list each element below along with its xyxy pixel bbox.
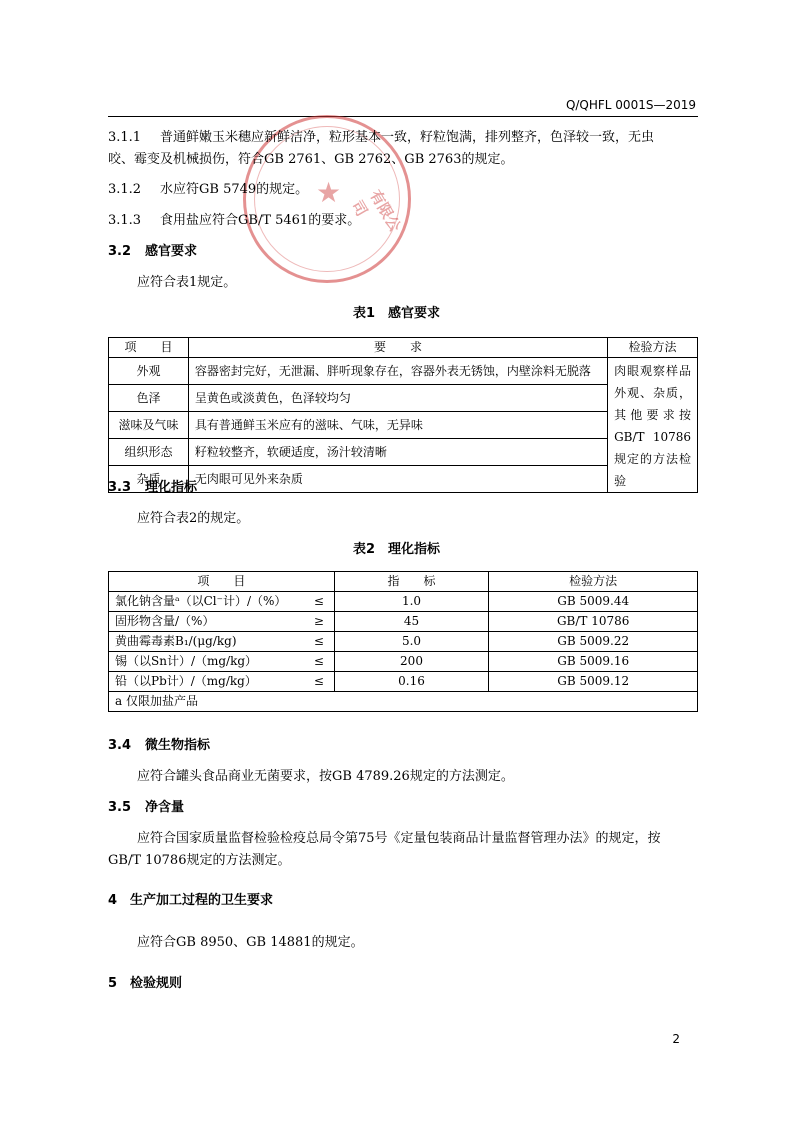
table-cell: 滋味及气味 <box>109 412 189 439</box>
physicochemical-table <box>108 571 698 712</box>
section-number: 3.2 <box>108 244 132 259</box>
table-cell: 铅（以Pb计）/（mg/kg） <box>109 672 305 692</box>
table-cell: GB 5009.12 <box>489 672 698 692</box>
table-footnote: a 仅限加盐产品 <box>109 692 698 712</box>
clause-text: 普通鲜嫩玉米穗应新鲜洁净，粒形基本一致，籽粒饱满，排列整齐，色泽较一致，无虫 <box>160 130 655 145</box>
table-cell: GB 5009.22 <box>489 632 698 652</box>
table-cell: 固形物含量/（%） <box>109 612 305 632</box>
table-cell: 45 <box>334 612 489 632</box>
section-body: 应符合罐头食品商业无菌要求，按GB 4789.26规定的方法测定。 <box>137 769 514 784</box>
section-title: 检验规则 <box>130 976 183 991</box>
table-cell: 黄曲霉毒素B₁/(μg/kg) <box>109 632 305 652</box>
table-cell: 籽粒较整齐，软硬适度，汤汁较清晰 <box>188 439 607 466</box>
table-row <box>109 632 698 652</box>
table-row <box>109 652 698 672</box>
clause-number: 3.1.3 <box>108 213 142 228</box>
table-cell: 具有普通鲜玉米应有的滋味、气味，无异味 <box>188 412 607 439</box>
table-cell: 呈黄色或淡黄色，色泽较均匀 <box>188 385 607 412</box>
seal-star-icon: ★ <box>316 176 342 209</box>
clause-number: 3.1.2 <box>108 182 142 197</box>
table-cell: GB 5009.16 <box>489 652 698 672</box>
table-header: 指 标 <box>334 572 489 592</box>
table-cell: ≤ <box>304 632 334 652</box>
section-title: 生产加工过程的卫生要求 <box>130 893 274 908</box>
section-title: 感官要求 <box>145 244 198 259</box>
table-cell: 0.16 <box>334 672 489 692</box>
table-header: 项 目 <box>109 572 335 592</box>
table-cell: 锡（以Sn计）/（mg/kg） <box>109 652 305 672</box>
page-number: 2 <box>672 1032 680 1046</box>
section-body: 应符合表2的规定。 <box>137 511 250 526</box>
section-number: 3.5 <box>108 800 132 815</box>
table-cell: 1.0 <box>334 592 489 612</box>
table-cell: 色泽 <box>109 385 189 412</box>
table-row <box>109 672 698 692</box>
section-body: GB/T 10786规定的方法测定。 <box>108 853 291 868</box>
seal-text: 有限公司 <box>347 186 405 235</box>
section-title: 理化指标 <box>145 480 198 495</box>
table-row <box>109 592 698 612</box>
table-header: 要 求 <box>188 338 607 358</box>
table-cell: ≤ <box>304 592 334 612</box>
table-cell: 无肉眼可见外来杂质 <box>188 466 607 493</box>
section-number: 5 <box>108 976 118 991</box>
table-cell: ≤ <box>304 652 334 672</box>
table-cell: GB 5009.44 <box>489 592 698 612</box>
section-number: 4 <box>108 893 118 908</box>
table-header: 项 目 <box>109 338 189 358</box>
section-title: 净含量 <box>145 800 185 815</box>
table-cell: 容器密封完好，无泄漏、胖听现象存在，容器外表无锈蚀，内壁涂料无脱落 <box>188 358 607 385</box>
section-body: 应符合GB 8950、GB 14881的规定。 <box>137 935 364 950</box>
table-row <box>109 358 698 385</box>
table-cell: GB/T 10786 <box>489 612 698 632</box>
table-header-row <box>109 338 698 358</box>
table-header: 检验方法 <box>489 572 698 592</box>
table-footnote-row <box>109 692 698 712</box>
table-cell: 氯化钠含量ᵃ（以Cl⁻计）/（%） <box>109 592 305 612</box>
table-cell: ≤ <box>304 672 334 692</box>
table-cell: 外观 <box>109 358 189 385</box>
section-number: 3.4 <box>108 738 132 753</box>
section-body: 应符合表1规定。 <box>137 275 237 290</box>
section-number: 3.3 <box>108 480 132 495</box>
table-cell: 杂质 <box>109 466 189 493</box>
table-caption: 表1 感官要求 <box>352 306 441 321</box>
method-cell: 肉眼观察样品外观、杂质，其他要求按GB/T 10786规定的方法检验 <box>608 358 698 493</box>
section-title: 微生物指标 <box>145 738 211 753</box>
table-cell: ≥ <box>304 612 334 632</box>
clause-text: 水应符GB 5749的规定。 <box>160 182 309 197</box>
clause-number: 3.1.1 <box>108 130 142 145</box>
table-row <box>109 612 698 632</box>
table-caption: 表2 理化指标 <box>352 542 441 557</box>
clause-text: 咬、霉变及机械损伤，符合GB 2761、GB 2762、GB 2763的规定。 <box>108 152 514 167</box>
document-code: Q/QHFL 0001S—2019 <box>565 98 696 112</box>
sensory-table <box>108 337 698 493</box>
table-cell: 200 <box>334 652 489 672</box>
section-body: 应符合国家质量监督检验检疫总局令第75号《定量包装商品计量监督管理办法》的规定，按 <box>137 831 661 846</box>
table-cell: 组织形态 <box>109 439 189 466</box>
clause-text: 食用盐应符合GB/T 5461的要求。 <box>160 213 361 228</box>
table-cell: 5.0 <box>334 632 489 652</box>
table-header: 检验方法 <box>608 338 698 358</box>
header-rule <box>108 116 698 117</box>
table-header-row <box>109 572 698 592</box>
